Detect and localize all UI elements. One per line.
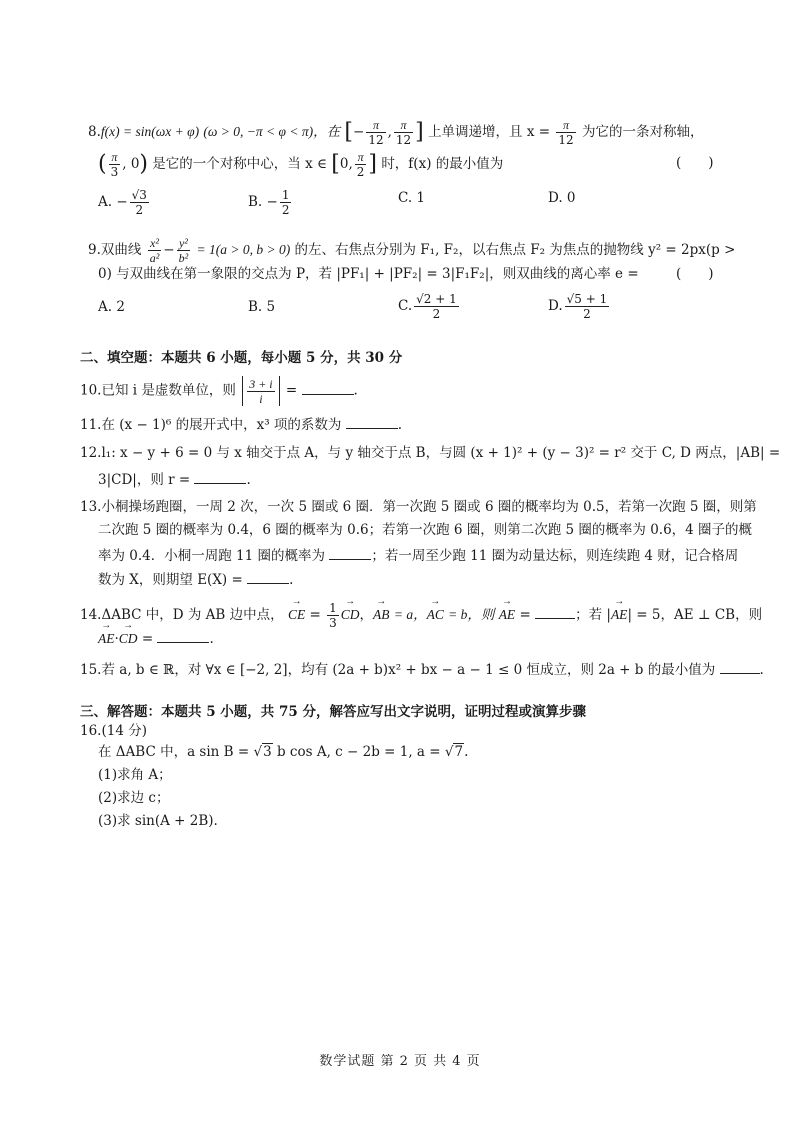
q9-text-a: 的左、右焦点分别为 F₁, F₂，以右焦点 F₂ 为焦点的抛物线 y² = 2px(p > bbox=[294, 242, 736, 258]
q8-option-d[interactable]: D. 0 bbox=[548, 190, 576, 206]
q9-option-c-frac: $\frac{√2 + 1}{2}$ bbox=[416, 292, 457, 321]
q8-axis-frac: $\frac{\pi}{12}$ bbox=[558, 118, 574, 147]
q14-answer-blank-1[interactable] bbox=[535, 606, 575, 619]
q14-frac: $\frac{1}{3}$ bbox=[329, 601, 337, 630]
q8-bracket-left: [ bbox=[344, 119, 353, 145]
q9-line1 bbox=[88, 236, 735, 265]
q10-tail: . bbox=[353, 382, 358, 399]
q16-stem-b: b cos A, c − 2b = 1, a = bbox=[276, 744, 441, 760]
q16-sqrt-3: √3 bbox=[253, 744, 272, 760]
q10-answer-blank[interactable] bbox=[302, 382, 354, 395]
q9-eq: = 1(a > 0, b > 0) bbox=[196, 242, 291, 257]
q13-line2: 二次跑 5 圈的概率为 0.4，6 圈的概率为 0.6；若第一次跑 6 圈，则第二次跑 5 圈的概率为 0.6，4 圈子的概 bbox=[98, 522, 753, 538]
q14-vec-ae2: → AE bbox=[611, 606, 628, 622]
q8-range-bracket-left: [ bbox=[331, 151, 340, 177]
q8-answer-paren: ( ) bbox=[676, 155, 714, 171]
q8-text-d: 时，f(x) 的最小值为 bbox=[381, 156, 504, 172]
q10-eq: = bbox=[285, 382, 298, 399]
q13-answer-blank-1[interactable] bbox=[329, 547, 371, 560]
q8-range-lo: 0, bbox=[339, 156, 353, 172]
q8-option-a-label: A. − bbox=[98, 194, 128, 210]
q16-sqrt-7: √7 bbox=[444, 744, 464, 760]
q10-abs-right bbox=[279, 376, 280, 406]
q9-line2: 0) 与双曲线在第一象限的交点为 P，若 |PF₁| + |PF₂| = 3|F₁F₂|，则双曲线的离心率 e = bbox=[98, 266, 639, 282]
q14-line2 bbox=[98, 630, 214, 647]
q8-condition: (ω > 0, −π < φ < π)，在 bbox=[203, 124, 341, 139]
q8-interval-hi: $\frac{\pi}{12}$ bbox=[395, 118, 412, 147]
q8-option-b-label: B. − bbox=[248, 194, 278, 210]
q14-eq1: = bbox=[309, 607, 321, 623]
q8-center-frac: $\frac{\pi}{3}$ bbox=[110, 150, 119, 179]
q15-line bbox=[80, 661, 764, 678]
q9-x-frac: $\frac{\text{x²}}{\text{a²}}$ bbox=[149, 236, 160, 265]
q14-comma: ， bbox=[359, 607, 374, 623]
q8-text-b: 为它的一条对称轴， bbox=[581, 124, 704, 140]
q9-option-d-frac: $\frac{√5 + 1}{2}$ bbox=[566, 292, 608, 321]
q9-option-a[interactable]: A. 2 bbox=[98, 299, 125, 315]
q14-number: 14. bbox=[80, 607, 102, 623]
q14-answer-blank-2[interactable] bbox=[157, 630, 209, 643]
q16-header bbox=[80, 725, 147, 739]
q12-line2 bbox=[98, 471, 251, 488]
q13-text-line1: 小桐操场跑圈，一周 2 次，一次 5 圈或 6 圈．第一次跑 5 圈或 6 圈的概率均为 0.5，若第一次跑 5 圈，则第 bbox=[101, 499, 757, 515]
q15-answer-blank[interactable] bbox=[720, 661, 760, 674]
q10-line bbox=[80, 376, 358, 406]
q14-eq2: = bbox=[519, 607, 531, 623]
q8-text-c: 是它的一个对称中心，当 x ∈ bbox=[152, 156, 327, 172]
q14-tail1: | = 5，AE ⊥ CB，则 bbox=[627, 607, 763, 623]
q10-frac: $\frac{3 + i}{i}$ bbox=[249, 376, 273, 406]
q8-center-tail: , 0 bbox=[122, 156, 140, 172]
q16-part-3: (3)求 sin(A + 2B). bbox=[98, 813, 218, 829]
q9-minus: − bbox=[163, 242, 175, 258]
q13-text-line4: 数为 X，则期望 E(X) = bbox=[98, 572, 243, 588]
q14-line1 bbox=[80, 601, 762, 630]
q13-tail: . bbox=[289, 572, 294, 588]
q15-tail: . bbox=[759, 662, 764, 678]
q16-number: 16. bbox=[80, 723, 102, 739]
q16-score: (14 分) bbox=[101, 723, 147, 739]
q16-part-1: (1)求角 A； bbox=[98, 767, 172, 783]
q11-text: 在 (x − 1)⁶ 的展开式中，x³ 项的系数为 bbox=[101, 417, 342, 433]
q8-option-a-frac: $\frac{√3}{2}$ bbox=[131, 188, 147, 217]
q9-option-c[interactable] bbox=[398, 292, 461, 321]
q11-number: 11. bbox=[80, 417, 102, 433]
q14-vec-ce: → CE bbox=[288, 606, 305, 622]
q8-function: f(x) = sin(ωx + φ) bbox=[100, 124, 200, 139]
q10-abs-left bbox=[242, 376, 243, 406]
q9-lead: 双曲线 bbox=[100, 242, 142, 258]
q16-stem-a: 在 ΔABC 中，a sin B = bbox=[98, 744, 250, 760]
q16-part-2: (2)求边 c； bbox=[98, 790, 170, 806]
q14-vec-cd2: → CD bbox=[119, 630, 138, 646]
q11-answer-blank[interactable] bbox=[346, 416, 398, 429]
q8-line1: 8.f(x) = sin(ωx + φ) (ω > 0, −π < φ < π)，在 [− $\frac{\pi}{12}$ , $\frac{\pi}{12}$ ] 上单调递增，且 x = $\frac{\pi}{12}$ 为它的一条对称轴， bbox=[88, 118, 704, 147]
section-answer-title: 三、解答题：本题共 5 小题，共 75 分，解答应写出文字说明，证明过程或演算步骤 bbox=[80, 704, 586, 720]
q16-stem bbox=[98, 746, 468, 760]
q9-y-frac: $\frac{\text{y²}}{\text{b²}}$ bbox=[178, 236, 189, 265]
q8-range-bracket-right: ] bbox=[368, 151, 378, 177]
q13-text-line3a: 率为 0.4．小桐一周跑 11 圈的概率为 bbox=[98, 548, 326, 564]
q9-option-c-label: C. bbox=[398, 298, 413, 314]
q13-line3 bbox=[98, 547, 738, 564]
q8-number: 8. bbox=[88, 124, 101, 140]
q12-number: 12. bbox=[80, 445, 102, 461]
q10-number: 10. bbox=[80, 382, 102, 399]
q9-option-b[interactable]: B. 5 bbox=[248, 299, 276, 315]
q10-text: 已知 i 是虚数单位，则 bbox=[101, 382, 236, 399]
q13-text-line3b: ；若一周至少跑 11 圈为动量达标，则连续跑 4 财，记合格周 bbox=[371, 548, 739, 564]
q14-dot: · bbox=[114, 631, 119, 647]
q13-line1 bbox=[80, 501, 757, 515]
page-footer: 数学试题 第 2 页 共 4 页 bbox=[319, 1054, 481, 1069]
q8-option-a[interactable] bbox=[98, 188, 151, 217]
q16-stem-end: . bbox=[464, 744, 469, 760]
q13-answer-blank-2[interactable] bbox=[247, 571, 289, 584]
q14-eq-a: = a， bbox=[393, 607, 427, 622]
q15-number: 15. bbox=[80, 662, 102, 678]
q14-tail2: . bbox=[209, 631, 214, 647]
q13-line4 bbox=[98, 571, 293, 588]
q8-line2 bbox=[98, 150, 503, 179]
q15-text: 若 a, b ∈ ℝ，对 ∀x ∈ [−2, 2]，均有 (2a + b)x² + bx − a − 1 ≤ 0 恒成立，则 2a + b 的最小值为 bbox=[101, 662, 716, 678]
q12-text-line2: 3|CD|，则 r = bbox=[98, 472, 191, 488]
q9-option-d[interactable] bbox=[548, 292, 611, 321]
q9-answer-paren: ( ) bbox=[676, 266, 714, 282]
q14-mid: ；若 | bbox=[575, 607, 611, 623]
q12-tail: . bbox=[246, 472, 251, 488]
q8-range-frac: $\frac{\pi}{2}$ bbox=[356, 150, 365, 179]
q14-vec-ae3: → AE bbox=[98, 630, 115, 646]
q13-number: 13. bbox=[80, 499, 102, 515]
q8-interval-lo: $\frac{\pi}{12}$ bbox=[368, 118, 384, 147]
q12-text-line1: l₁: x − y + 6 = 0 与 x 轴交于点 A，与 y 轴交于点 B，与圆 (x + 1)² + (y − 3)² = r² 交于 C, D 两点，|AB| = bbox=[101, 445, 781, 461]
q14-text-a: ΔABC 中，D 为 AB 边中点， bbox=[101, 607, 284, 623]
q8-option-b[interactable] bbox=[248, 188, 293, 217]
q8-paren-left: ( bbox=[98, 151, 107, 177]
q14-vec-ae: → AE bbox=[499, 606, 516, 622]
q9-option-d-label: D. bbox=[548, 298, 563, 314]
q8-option-c[interactable]: C. 1 bbox=[398, 190, 426, 206]
q9-number: 9. bbox=[88, 242, 101, 258]
q12-answer-blank[interactable] bbox=[194, 471, 246, 484]
q12-line1 bbox=[80, 447, 780, 461]
q8-option-b-frac: $\frac{1}{2}$ bbox=[281, 188, 290, 217]
q11-tail: . bbox=[397, 417, 403, 433]
q14-vec-cd: → CD bbox=[341, 606, 360, 622]
q8-text-a: 上单调递增，且 x = bbox=[428, 124, 551, 140]
q14-vec-ab: → AB bbox=[373, 606, 390, 622]
section-fill-in-title: 二、填空题：本题共 6 小题，每小题 5 分，共 30 分 bbox=[80, 350, 403, 366]
q8-bracket-right: ] bbox=[415, 119, 424, 145]
q8-paren-right: ) bbox=[139, 151, 148, 177]
q14-eq3: = bbox=[141, 631, 154, 647]
q11-line bbox=[80, 416, 402, 433]
q14-vec-ac: → AC bbox=[427, 606, 444, 622]
q14-eq-b: = b，则 bbox=[448, 607, 495, 622]
